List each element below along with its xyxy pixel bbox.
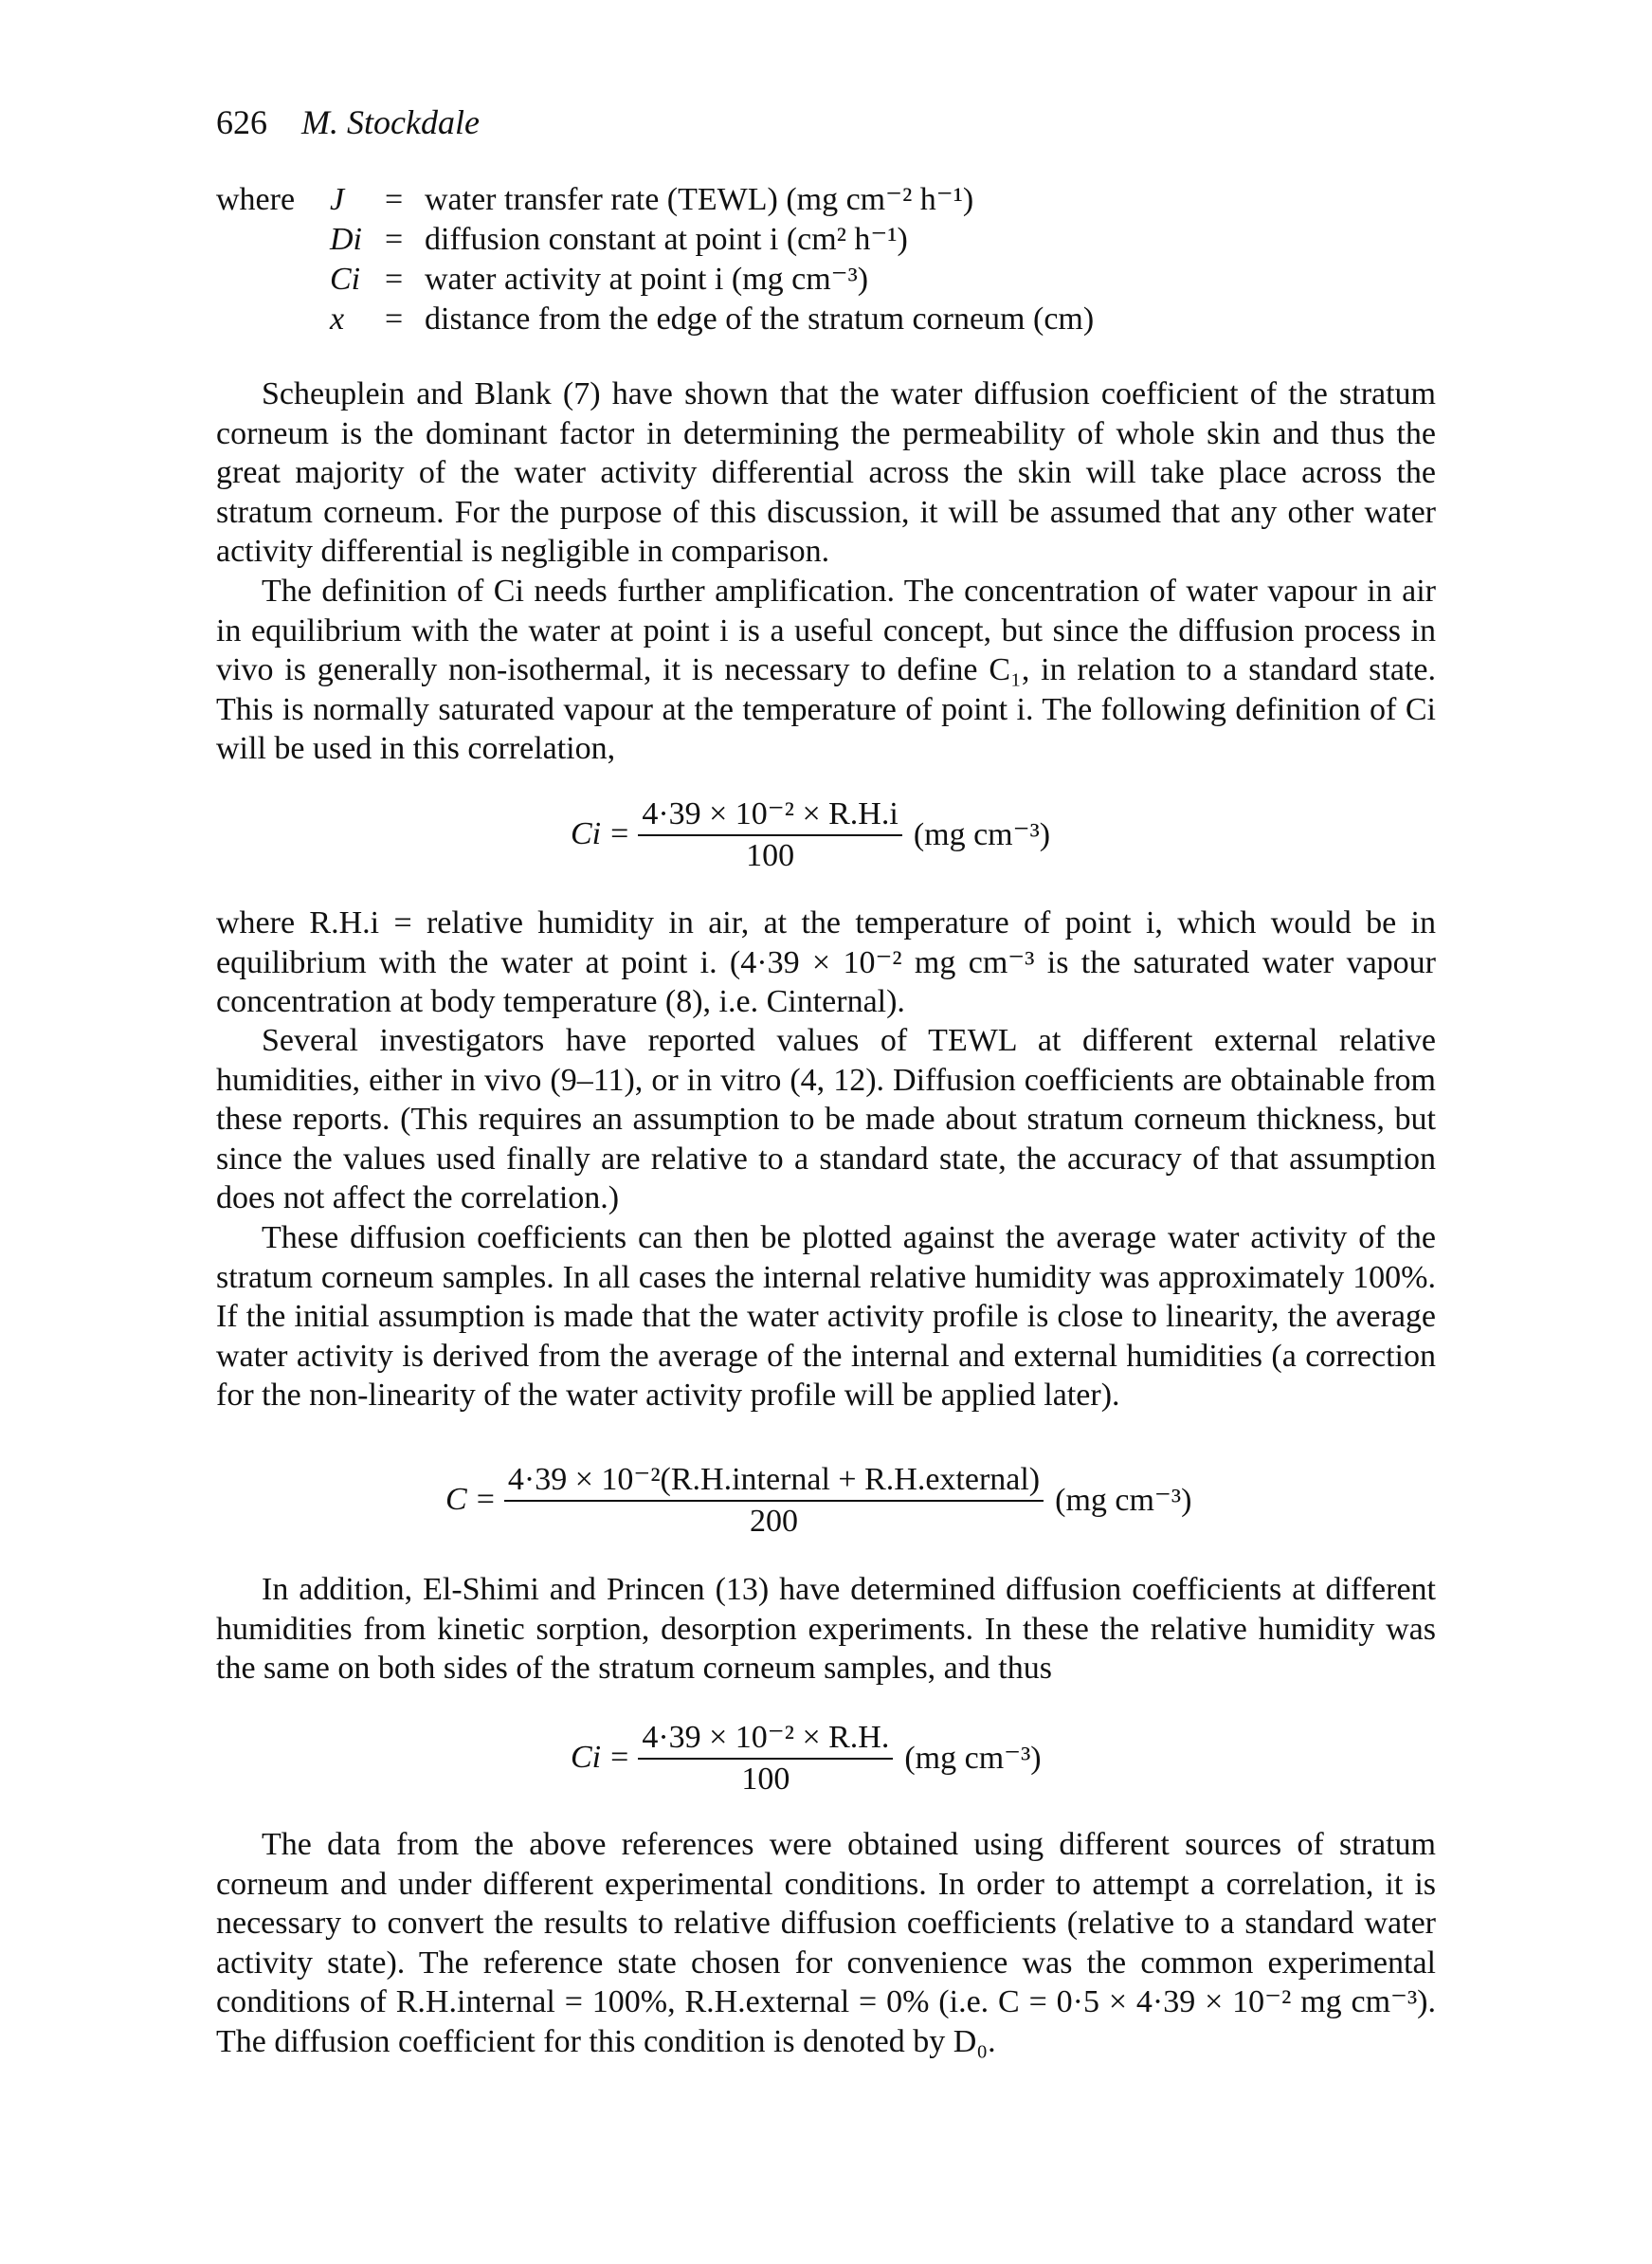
- paragraph-rh-definition: where R.H.i = relative humidity in air, at the temperature of point i, which would be in equilibrium with the water at point i. (4·39 × 10⁻² mg cm⁻³ is the saturated water vapour concentration at body temperature (8), i.e. Cinternal).: [216, 905, 1436, 1019]
- definition-row: Di = diffusion constant at point i (cm² h⁻¹): [330, 222, 908, 257]
- paragraph-el-shimi: In addition, El-Shimi and Princen (13) have determined diffusion coefficients at different humidities from kinetic sorption, desorption experiments. In these the relative humidity was the same on both sides of the stratum corneum samples, and thus: [216, 1572, 1436, 1686]
- definition-row: where J = water transfer rate (TEWL) (mg cm⁻² h⁻¹): [216, 182, 974, 217]
- page-number: 626: [216, 103, 267, 141]
- paragraph-diffusion-plot: These diffusion coefficients can then be plotted against the average water activity of the stratum corneum samples. In all cases the internal relative humidity was approximately 100%. If the initial assumption is made that the water activity profile is close to linearity, the average water activity is derived from the average of the internal and external humidities (a correction for the non-linearity of the water activity profile will be applied later).: [216, 1220, 1436, 1413]
- running-author: M. Stockdale: [301, 103, 480, 141]
- variable-definitions: [216, 180, 1094, 339]
- paragraph-ci-definition: The definition of Ci needs further amplification. The concentration of water vapour in air in equilibrium with the water at point i is a useful concept, but since the diffusion process in vivo is generally non-isothermal, it is necessary to define C₁, in relation to a standard state. This is normally saturated vapour at the temperature of point i. The following definition of Ci will be used in this correlation,: [216, 574, 1436, 766]
- paragraph-scheuplein: Scheuplein and Blank (7) have shown that the water diffusion coefficient of the stratum corneum is the dominant factor in determining the permeability of whole skin and thus the great majority of the water activity differential across the skin will take place across the stratum corneum. For the purpose of this discussion, it will be assumed that any other water activity differential is negligible in comparison.: [216, 376, 1436, 569]
- definition-row: x = distance from the edge of the stratum corneum (cm): [330, 301, 1095, 337]
- equation-c-average: C = $\frac{\text{4·39 × 10⁻²(R.H.internal + R.H.external)}}{200}$ (mg cm⁻³): [445, 1462, 1192, 1539]
- equation-ci-rh: Ci = $\frac{\text{4·39 × 10⁻² × R.H.}}{100}$ (mg cm⁻³): [571, 1720, 1042, 1797]
- paragraph-reference-state: The data from the above references were obtained using different sources of stratum corneum and under different experimental conditions. In order to attempt a correlation, it is necessary to convert the results to relative diffusion coefficients (relative to a standard water activity state). The reference state chosen for convenience was the common experimental conditions of R.H.internal = 100%, R.H.external = 0% (i.e. C = 0·5 × 4·39 × 10⁻² mg cm⁻³). The diffusion coefficient for this condition is denoted by D₀.: [216, 1827, 1436, 2059]
- running-header: [216, 102, 480, 142]
- definition-row: Ci = water activity at point i (mg cm⁻³): [330, 262, 869, 297]
- paragraph-investigators: Several investigators have reported values of TEWL at different external relative humidities, either in vivo (9–11), or in vitro (4, 12). Diffusion coefficients are obtainable from these reports. (This requires an assumption to be made about stratum corneum thickness, but since the values used finally are relative to a standard state, the accuracy of that assumption does not affect the correlation.): [216, 1023, 1436, 1215]
- equation-ci: Ci = $\frac{\text{4·39 × 10⁻² × R.H.i}}{100}$ (mg cm⁻³): [571, 796, 1051, 873]
